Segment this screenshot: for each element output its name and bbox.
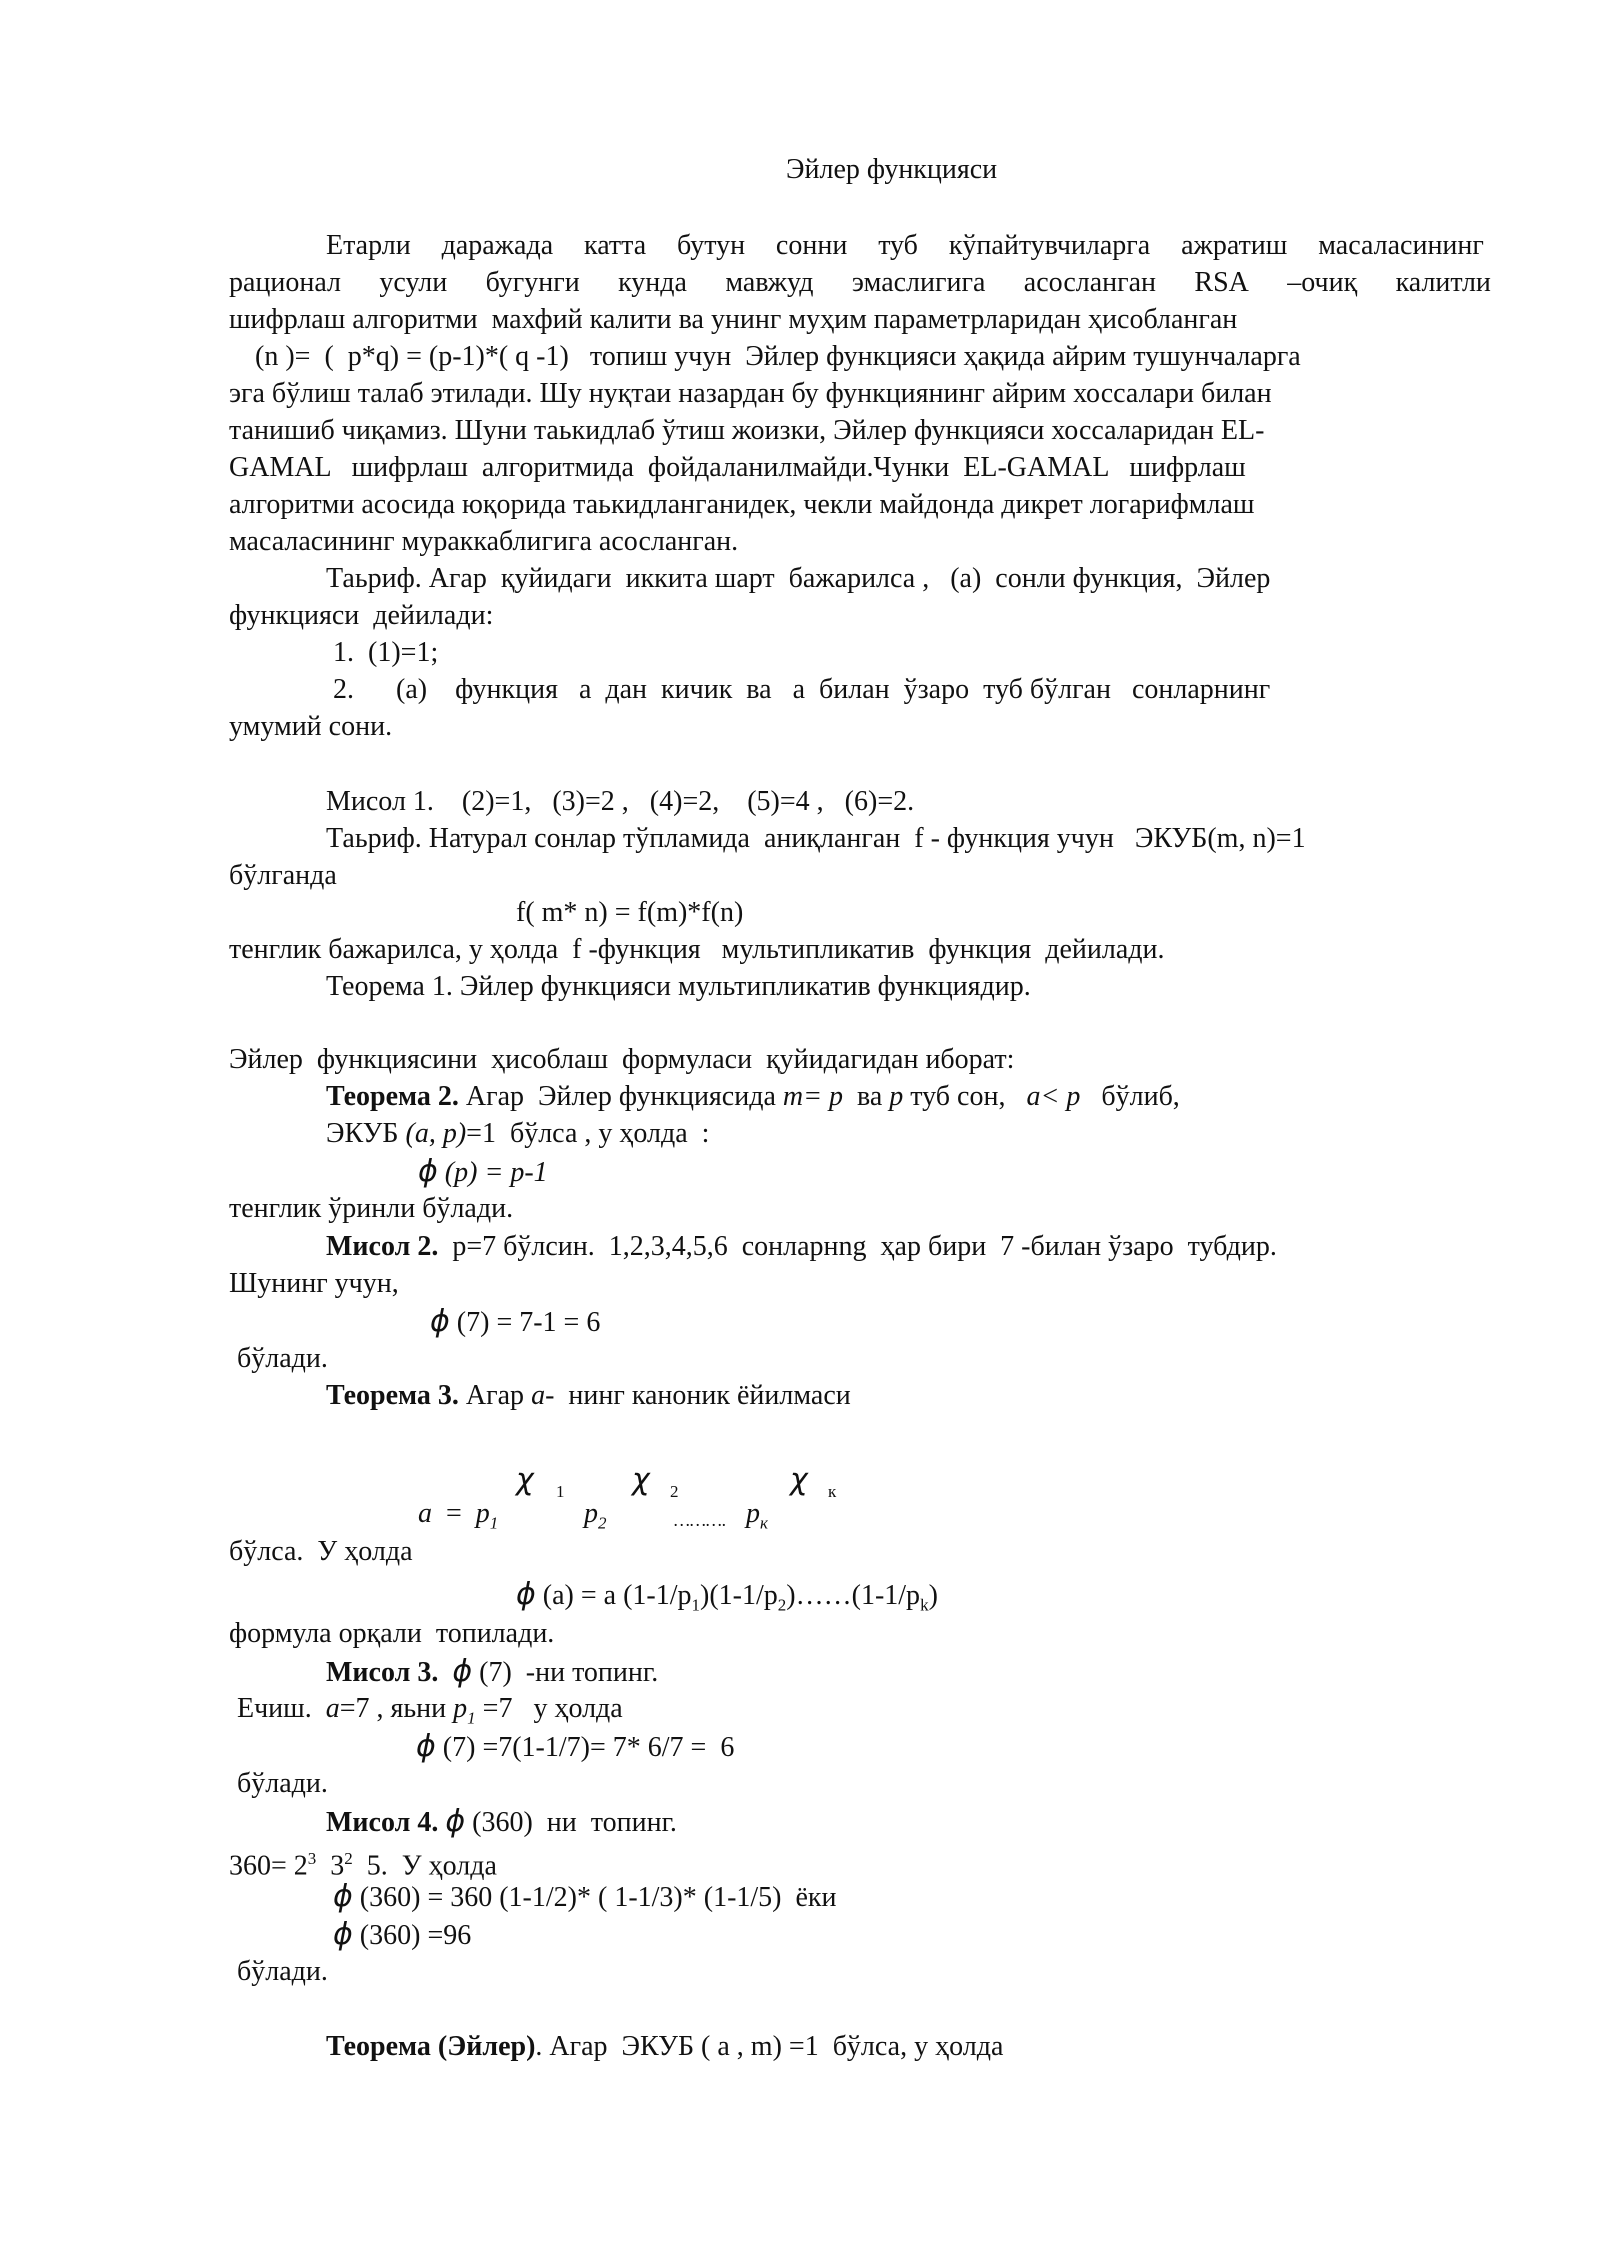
theorem-2-formula	[418, 1154, 548, 1191]
intro-text-1-word: кўпайтувчиларга	[948, 230, 1151, 261]
intro-line-1	[326, 228, 1484, 264]
phi-symbol: ϕ	[430, 1304, 450, 1339]
index-2: 2	[777, 1595, 787, 1615]
theorem-2-cond-a: a< p	[1026, 1081, 1081, 1112]
theorem-2-conclusion: тенглик ўринли бўлади.	[229, 1193, 514, 1224]
theorem-3-line-after: бўлса. У ҳолда	[229, 1536, 413, 1567]
intro-text-1-word: бутун	[677, 230, 746, 261]
exponent-index-2: 2	[670, 1482, 679, 1501]
phi-symbol: ϕ	[333, 1879, 353, 1914]
intro-text-2-word: калитли	[1395, 267, 1491, 298]
intro-text-2-word: –очиқ	[1287, 267, 1358, 298]
euler-theorem-text: . Агар ЭКУБ ( a , m) =1 бўлса, у ҳолда	[535, 2031, 1004, 2062]
var-p1: p	[475, 1498, 490, 1529]
phi-symbol: ϕ	[452, 1654, 473, 1689]
decomposition-text: 3	[316, 1850, 345, 1882]
intro-line-7: GAMAL шифрлаш алгоритмида фойдаланилмайди.Чунки EL-GAMAL шифрлаш	[229, 452, 1246, 483]
var-p: p	[453, 1693, 468, 1724]
example-2-formula-text: (7) = 7-1 = 6	[449, 1307, 601, 1338]
theorem-2-cond-m: m= p	[782, 1081, 844, 1112]
theorem-2-text: Агар Эйлер функциясида	[458, 1081, 783, 1112]
theorem-2-line-2	[326, 1116, 709, 1152]
theorem-3-var: a-	[531, 1380, 555, 1411]
definition-1-line-1: Таьриф. Агар қуйидаги иккита шарт бажарилса , (a) сонли функция, Эйлер	[326, 563, 1271, 594]
example-3-line-1	[326, 1654, 658, 1691]
example-4-formula-text: (360) = 360 (1-1/2)* ( 1-1/3)* (1-1/5) ёки	[352, 1882, 837, 1913]
theorem-2-text: =1 бўлса , у ҳолда :	[466, 1118, 710, 1149]
formula-text: (a) = a (1-1/p	[535, 1580, 692, 1611]
definition-2-line-2: бўлганда	[229, 860, 337, 891]
intro-text-1-word: даражада	[441, 230, 554, 261]
var-a: a	[418, 1498, 432, 1529]
example-2-conclusion: бўлади.	[237, 1343, 328, 1374]
definition-1-item-2-cont: умумий сони.	[229, 711, 393, 742]
theorem-3-line-1	[326, 1378, 851, 1414]
exponent-3: 3	[307, 1849, 317, 1868]
phi-symbol: ϕ	[416, 1729, 436, 1764]
example-3-text: (7) -ни топинг.	[472, 1657, 659, 1688]
example-2-text: p=7 бўлсин. 1,2,3,4,5,6 сонларнng ҳар бири 7 -билан ўзаро тубдир.	[438, 1231, 1277, 1262]
chi-symbol: χ	[632, 1462, 650, 1497]
intro-line-2	[229, 265, 1491, 301]
intro-line-5: эга бўлиш талаб этилади. Шу нуқтаи назардан бу функциянинг айрим хоссалари билан	[229, 378, 1272, 409]
exponent-chi-1	[516, 1462, 534, 1499]
decomposition-text: 5. У ҳолда	[352, 1850, 497, 1882]
intro-text-2-word: усули	[379, 267, 448, 298]
example-3-label: Мисол 3.	[326, 1657, 439, 1688]
intro-text-1-word: катта	[584, 230, 647, 261]
phi-symbol: ϕ	[333, 1917, 353, 1952]
index-k: k	[920, 1595, 929, 1615]
index-1: 1	[489, 1513, 499, 1533]
canonical-pk	[746, 1496, 768, 1542]
solution-text: =7 у ҳолда	[475, 1693, 623, 1724]
intro-text-2-word: рационал	[229, 267, 342, 298]
definition-1-item-2: 2. (a) функция a дан кичик ва a билан ўзаро туб бўлган сонларнинг	[333, 674, 1271, 705]
chi-symbol: χ	[516, 1462, 534, 1497]
intro-text-1-word: Етарли	[326, 230, 411, 261]
theorem-2-formula-text: (p) = p-1	[437, 1157, 548, 1188]
example-2-formula	[430, 1304, 600, 1341]
equals-sign: =	[432, 1498, 476, 1529]
theorem-3-label: Теорема 3.	[326, 1380, 459, 1411]
formula-text: )……(1-1/p	[786, 1580, 921, 1611]
index-2: 2	[598, 1513, 607, 1533]
theorem-3-text: нинг каноник ёйилмаси	[554, 1380, 851, 1411]
intro-text-1-word: масаласининг	[1318, 230, 1484, 261]
example-4-conclusion: бўлади.	[237, 1956, 328, 1987]
phi-symbol: ϕ	[516, 1577, 536, 1612]
canonical-decomposition	[418, 1496, 498, 1542]
intro-line-6: танишиб чиқамиз. Шуни таькидлаб ўтиш жоизки, Эйлер функцияси хоссаларидан EL-	[229, 415, 1265, 446]
theorem-2-text: ЭКУБ	[326, 1118, 406, 1149]
exponent-index-k: к	[828, 1482, 837, 1501]
example-1: Мисол 1. (2)=1, (3)=2 , (4)=2, (5)=4 , (6)=2.	[326, 786, 915, 817]
exponent-chi-k	[790, 1462, 808, 1499]
var-pk: p	[746, 1498, 760, 1529]
definition-2-line-1: Таьриф. Натурал сонлар тўпламида аниқланган f - функция учун ЭКУБ(m, n)=1	[326, 823, 1306, 854]
intro-line-9: масаласининг мураккаблигига асосланган.	[229, 526, 739, 557]
exponent-2: 2	[344, 1849, 353, 1868]
example-2-line-2: Шунинг учун,	[229, 1268, 399, 1299]
formula-text: )(1-1/p	[700, 1580, 778, 1611]
theorem-2-cond-p: p	[889, 1081, 904, 1112]
example-2-line-1	[326, 1229, 1277, 1265]
solution-text: =7 , яьни	[339, 1693, 454, 1724]
index-1: 1	[691, 1595, 701, 1615]
theorem-2-label: Теорема 2.	[326, 1081, 459, 1112]
exponent-index-1: 1	[556, 1482, 565, 1501]
decomposition-text: 360= 2	[229, 1850, 308, 1882]
intro-text-2-word: эмаслигига	[851, 267, 986, 298]
intro-text-2-word: мавжуд	[725, 267, 814, 298]
phi-symbol: ϕ	[445, 1804, 466, 1839]
multiplicative-formula: f( m* n) = f(m)*f(n)	[516, 897, 744, 928]
exponent-chi-2	[632, 1462, 650, 1499]
example-3-conclusion: бўлади.	[237, 1768, 328, 1799]
var-p2: p	[584, 1498, 598, 1529]
intro-line-4: (n )= ( p*q) = (p-1)*( q -1) топиш учун Эйлер функцияси ҳақида айрим тушунчаларга	[255, 341, 1301, 372]
example-4-text: (360) ни топинг.	[465, 1807, 677, 1838]
intro-line-8: алгоритми асосида юқорида таькидланганидек, чекли майдонда дикрет логарифмлаш	[229, 489, 1255, 520]
euler-theorem	[326, 2029, 1003, 2065]
intro-text-1-word: ажратиш	[1181, 230, 1288, 261]
solution-label: Ечиш.	[237, 1693, 326, 1724]
intro-text-1-word: туб	[878, 230, 918, 261]
example-3-formula	[416, 1729, 734, 1766]
chi-symbol: χ	[790, 1462, 808, 1497]
var-a: a	[325, 1693, 340, 1724]
example-4-formula-1	[333, 1879, 837, 1916]
theorem-3-conclusion: формула орқали топилади.	[229, 1618, 555, 1649]
example-2-label: Мисол 2.	[326, 1231, 439, 1262]
theorem-3-text: Агар	[458, 1380, 532, 1411]
definition-2-line-3: тенглик бажарилса, у ҳолда f -функция мультипликатив функция дейилади.	[229, 934, 1165, 965]
intro-text-2-word: бугунги	[485, 267, 580, 298]
theorem-3-formula	[516, 1577, 938, 1624]
definition-1-line-2: функцияси дейилади:	[229, 600, 494, 631]
example-4-decomposition	[229, 1841, 497, 1884]
example-4-result: (360) =96	[352, 1920, 472, 1951]
intro-text-2-word: асосланган	[1023, 267, 1157, 298]
formula-intro: Эйлер функциясини ҳисоблаш формуласи қуйидагидан иборат:	[229, 1044, 1015, 1075]
example-4-line-1	[326, 1804, 677, 1841]
intro-text-2-word: RSA	[1194, 267, 1249, 298]
index-1: 1	[467, 1708, 476, 1728]
theorem-1: Теорема 1. Эйлер функцияси мультипликатив функциядир.	[326, 971, 1031, 1002]
theorem-2-text: бўлиб,	[1080, 1081, 1180, 1112]
definition-1-item-1: 1. (1)=1;	[333, 637, 439, 668]
theorem-2-text: ва	[843, 1081, 890, 1112]
intro-line-3: шифрлаш алгоритми махфий калити ва унинг муҳим параметрларидан ҳисобланган	[229, 304, 1238, 335]
canonical-dots: ……….	[674, 1510, 727, 1530]
theorem-2-text: туб сон,	[903, 1081, 1027, 1112]
theorem-2-line-1	[326, 1079, 1180, 1115]
example-3-formula-text: (7) =7(1-1/7)= 7* 6/7 = 6	[435, 1732, 735, 1763]
canonical-p2	[584, 1496, 607, 1542]
page-title: Эйлер функцияси	[786, 154, 998, 185]
theorem-2-gcd: (a, p)	[405, 1118, 467, 1149]
euler-theorem-label: Теорема (Эйлер)	[326, 2031, 536, 2062]
phi-symbol: ϕ	[418, 1154, 438, 1189]
example-4-formula-2	[333, 1917, 471, 1954]
intro-text-1-word: сонни	[775, 230, 848, 261]
formula-text: )	[928, 1580, 938, 1611]
example-4-label: Мисол 4.	[326, 1807, 439, 1838]
intro-text-2-word: кунда	[618, 267, 687, 298]
index-k: к	[760, 1513, 768, 1533]
